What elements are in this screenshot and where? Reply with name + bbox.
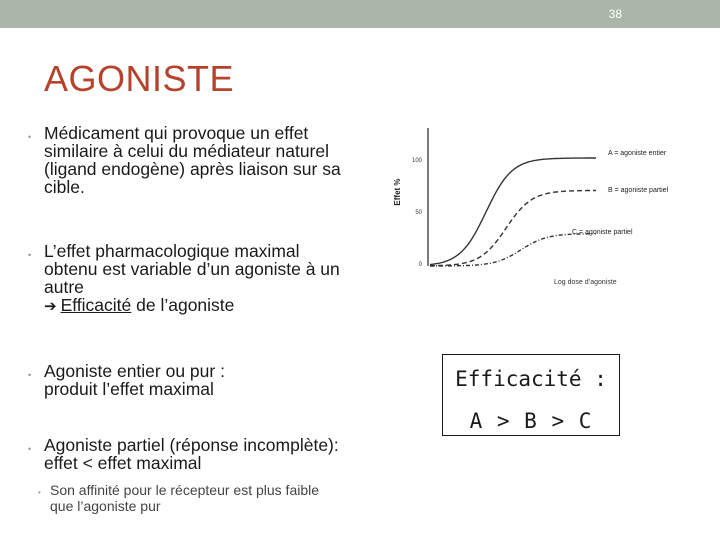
y-tick-50: 50 [415,210,422,216]
y-tick-100: 100 [411,158,422,164]
bullet-dot-icon: • [28,132,32,142]
bullet-line: similaire à celui du médiateur naturel [44,141,329,161]
y-tick-0: 0 [418,262,422,268]
dose-response-chart [386,120,686,295]
bullet-partial-agonist [28,436,404,472]
bullet-line: Agoniste partiel (réponse incomplète): [44,435,339,455]
y-axis-label: Effet % [393,178,402,206]
bullet-definition [28,124,404,196]
sub-bullet-line: Son affinité pour le récepteur est plus faible [50,482,320,498]
efficacy-order: A > B > C [469,409,593,433]
arrow-line [44,296,404,316]
bullet-full-agonist [28,362,404,398]
bullet-line: effet < effet maximal [44,453,202,473]
efficacy-label: Efficacité : [455,367,607,391]
bullet-line: L’effet pharmacologique maximal [44,241,300,261]
slide-title: AGONISTE [44,58,235,99]
bullet-dot-icon: • [28,444,32,454]
bullet-line: Médicament qui provoque un effet [44,123,309,143]
efficacite-link[interactable]: Efficacité [60,295,132,315]
curve-a [430,158,596,265]
bullet-line: Agoniste entier ou pur : [44,361,225,381]
legend-a: A = agoniste entier [608,150,667,157]
bullet-line: autre [44,277,84,297]
bullet-effect [28,242,404,316]
efficacy-box [442,354,620,436]
top-bar [0,0,720,28]
sub-bullet-line: que l’agoniste pur [50,498,161,514]
slide-number: 38 [608,7,622,21]
arrow-rest: de l’agoniste [131,295,235,315]
bullet-line: (ligand endogène) après liaison sur sa [44,159,341,179]
legend-c: C = agoniste partiel [572,229,633,236]
x-axis-label: Log dose d’agoniste [554,279,617,286]
curves-group [430,158,596,266]
bullet-line: obtenu est variable d’un agoniste à un [44,259,340,279]
curve-c [430,234,596,266]
bullet-line: cible. [44,177,85,197]
chart-svg [386,120,686,295]
bullet-dot-icon: • [28,250,32,260]
bullet-dot-icon: • [28,370,32,380]
sub-bullet-affinity [38,482,390,514]
sub-bullet-dot-icon: • [38,488,41,497]
bullet-line: produit l’effet maximal [44,379,214,399]
right-arrow-icon: ➔ [44,298,57,315]
legend-b: B = agoniste partiel [608,187,669,194]
